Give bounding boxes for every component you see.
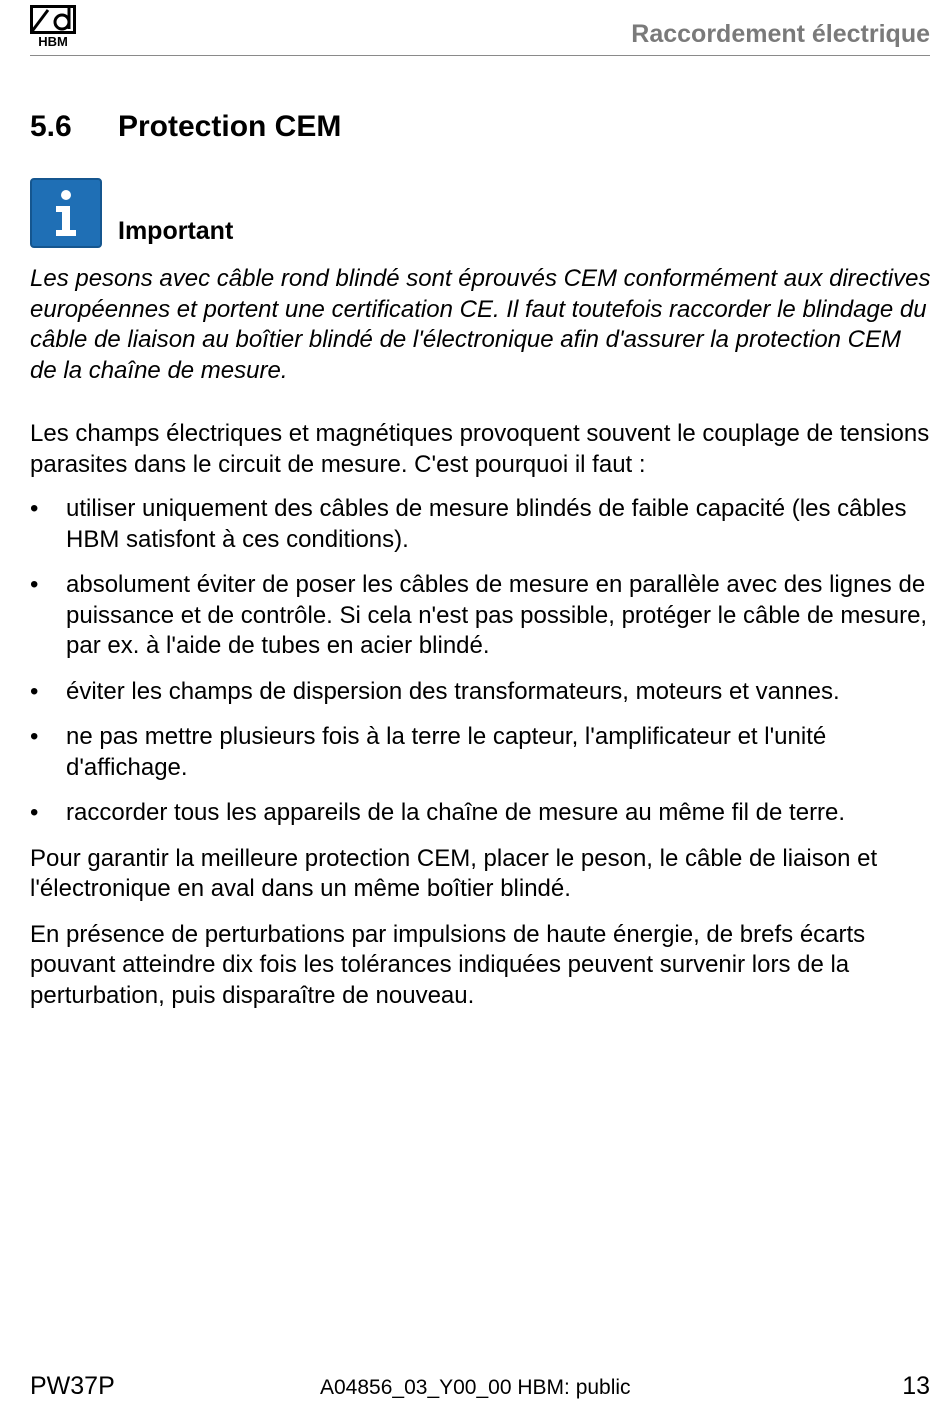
list-item-text: éviter les champs de dispersion des transformateurs, moteurs et vannes. xyxy=(66,677,840,705)
bullet-icon: • xyxy=(30,571,39,598)
info-icon xyxy=(30,178,102,248)
chapter-title: Raccordement électrique xyxy=(631,20,930,48)
section-number: 5.6 xyxy=(30,110,72,143)
important-label: Important xyxy=(118,217,234,245)
interference-paragraph: En présence de perturbations par impulsions de haute énergie, de brefs écarts pouvant atteindre dix fois les tolérances indiquées peuvent survenir lors de la perturbation, puis disparaître de nouveau. xyxy=(30,920,866,1009)
list-item xyxy=(30,798,934,829)
list-item-text: utiliser uniquement des câbles de mesure blindés de faible capacité (les câbles HBM satisfont à ces conditions). xyxy=(66,495,907,553)
section-heading xyxy=(30,110,341,144)
page-number: 13 xyxy=(902,1372,930,1400)
list-item-text: ne pas mettre plusieurs fois à la terre le capteur, l'amplificateur et l'unité d'affichage. xyxy=(66,723,827,781)
list-item xyxy=(30,677,934,708)
list-item xyxy=(30,570,934,662)
list-item xyxy=(30,494,934,555)
header-divider xyxy=(30,55,930,56)
requirements-list xyxy=(30,494,934,829)
bullet-icon: • xyxy=(30,677,39,705)
footer-doc-id: A04856_03_Y00_00 HBM: public xyxy=(320,1376,631,1399)
intro-paragraph: Les champs électriques et magnétiques provoquent souvent le couplage de tensions parasites dans le circuit de mesure. C'est pourquoi il faut : xyxy=(30,420,930,478)
footer-product: PW37P xyxy=(30,1372,115,1400)
bullet-icon: • xyxy=(30,495,39,522)
hbm-logo-text: HBM xyxy=(38,34,68,47)
bullet-icon: • xyxy=(30,799,39,826)
page-content xyxy=(30,264,934,1026)
section-title: Protection CEM xyxy=(118,110,342,143)
list-item xyxy=(30,722,934,783)
important-note-text: Les pesons avec câble rond blindé sont éprouvés CEM conformément aux directives européennes et portent une certification CE. Il faut toutefois raccorder le blindage du câble de liaison au boîtier blindé de l'électronique afin d'assurer la protection CEM de la chaîne de mesure. xyxy=(30,265,931,384)
bullet-icon: • xyxy=(30,723,39,750)
shielding-paragraph: Pour garantir la meilleure protection CEM, placer le peson, le câble de liaison et l'électronique en aval dans un même boîtier blindé. xyxy=(30,844,878,902)
hbm-logo xyxy=(30,5,76,47)
list-item-text: raccorder tous les appareils de la chaîne de mesure au même fil de terre. xyxy=(66,799,846,826)
list-item-text: absolument éviter de poser les câbles de mesure en parallèle avec des lignes de puissance et de contrôle. Si cela n'est pas possible, protéger le câble de mesure, par ex. à l'aide de tubes en acier blindé. xyxy=(66,571,928,659)
